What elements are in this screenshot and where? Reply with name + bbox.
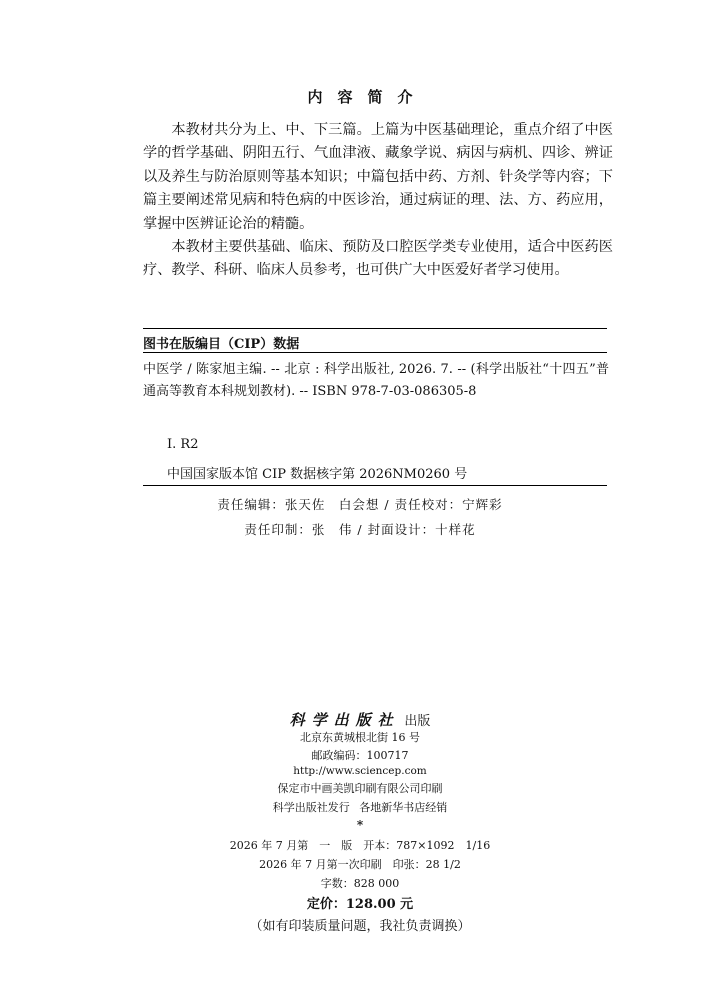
distribution-line: 科学出版社发行 各地新华书店经销 <box>272 801 448 814</box>
word-count: 字数：828 000 <box>320 877 400 890</box>
cip-classification: Ⅰ. R2 <box>167 437 199 452</box>
production-credits: 责任印制：张 伟 / 封面设计：十样花 <box>244 522 476 537</box>
summary-paragraph-1: 本教材共分为上、中、下三篇。上篇为中医基础理论，重点介绍了中医学的哲学基础、阴阳五行、气血津液、藏象学说、病因与病机、四诊、辨证以及养生与防治原则等基本知识；中篇包括中药、方剂、针灸学等内容；下篇主要阐述常见病和特色病的中医诊治，通过病证的理、法、方、药应用，掌握中医辨证论治的精髓。 <box>143 122 613 232</box>
publisher-suffix: 出版 <box>404 714 431 729</box>
cip-heading-rule <box>143 352 607 353</box>
publisher-line <box>0 709 720 730</box>
summary-title: 内容简介 <box>307 88 428 106</box>
publisher-postcode: 邮政编码：100717 <box>311 749 409 762</box>
summary-body <box>143 119 613 283</box>
edition-line: 2026 年 7 月第 一 版 开本：787×1092 1/16 <box>229 839 491 852</box>
printer-house: 保定市中画美凯印刷有限公司印刷 <box>277 782 443 795</box>
cip-top-rule <box>143 328 607 329</box>
cip-entry: 中医学 / 陈家旭主编. -- 北京 : 科学出版社, 2026. 7. -- (科学出版社“十四五”普通高等教育本科规划教材). -- ISBN 978-7-03-086305-8 <box>143 362 609 399</box>
publisher-website: http://www.sciencep.com <box>293 765 427 777</box>
quality-notice: （如有印装质量问题，我社负责调换） <box>249 919 471 934</box>
summary-paragraph-2: 本教材主要供基础、临床、预防及口腔医学类专业使用，适合中医药医疗、教学、科研、临床人员参考，也可供广大中医爱好者学习使用。 <box>143 239 613 279</box>
cip-approval-number: 中国国家版本馆 CIP 数据核字第 2026NM0260 号 <box>167 467 468 482</box>
printing-line: 2026 年 7 月第一次印刷 印张：28 1/2 <box>259 858 461 871</box>
cip-bottom-rule <box>143 485 607 486</box>
price: 定价：128.00 元 <box>306 897 414 912</box>
publisher-name: 科学出版社 <box>289 711 400 729</box>
separator-asterisk: * <box>356 818 364 832</box>
cip-heading: 图书在版编目（CIP）数据 <box>143 337 300 352</box>
editor-credits: 责任编辑：张天佐 白会想 / 责任校对：宁辉彩 <box>217 497 503 512</box>
publisher-address: 北京东黄城根北街 16 号 <box>300 731 420 744</box>
